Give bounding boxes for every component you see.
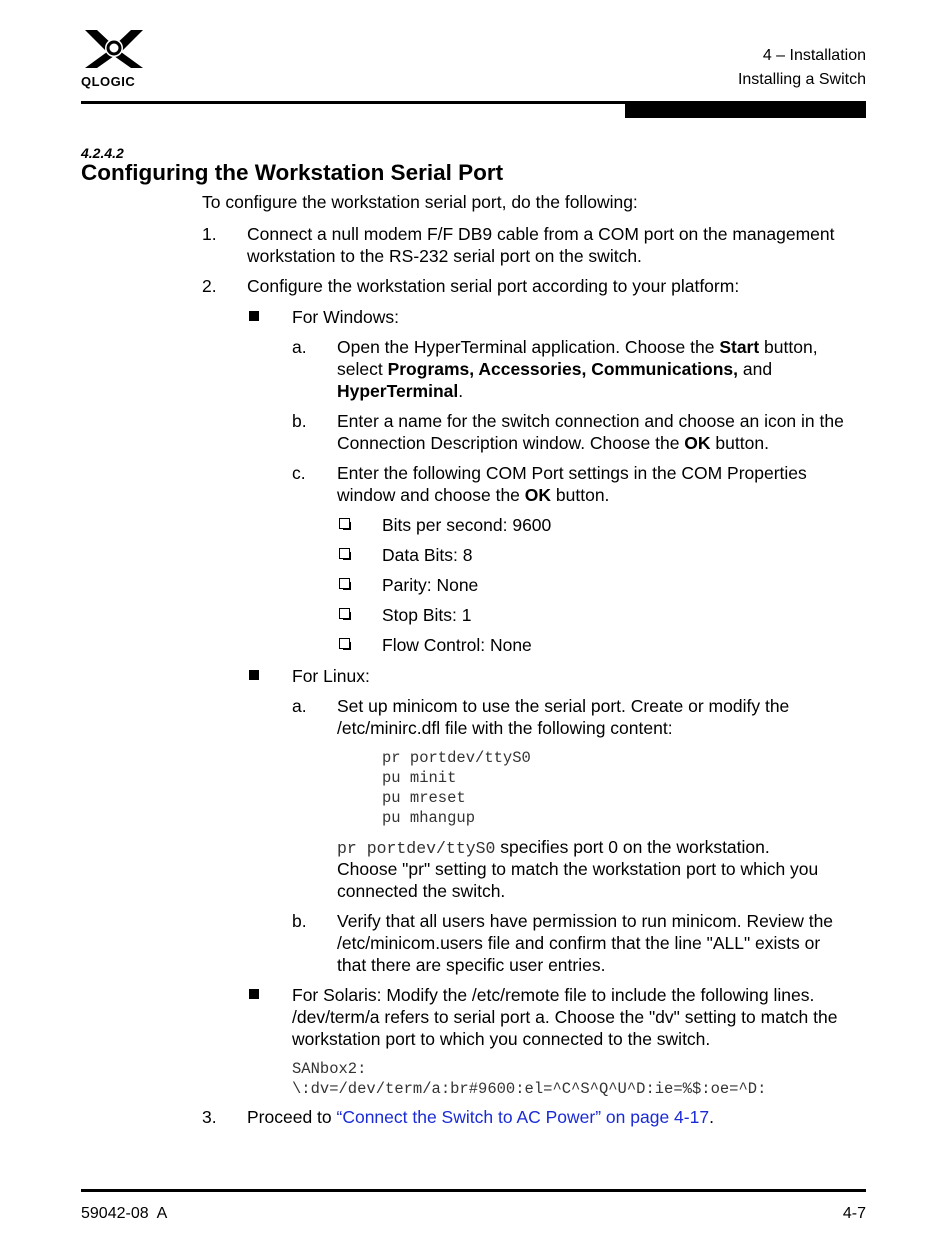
footer-doc-number: 59042-08 A xyxy=(81,1205,168,1222)
setting-parity: Parity: None xyxy=(382,575,479,595)
code-line: pu mreset xyxy=(382,789,466,807)
windows-c-line-1: Enter the following COM Port settings in the COM Properties xyxy=(337,463,807,483)
windows-b-line-2: Connection Description window. Choose the OK button. xyxy=(337,433,769,453)
windows-a-line-1: Open the HyperTerminal application. Choose the Start button, xyxy=(337,337,818,357)
windows-a-line-2: select Programs, Accessories, Communications, and xyxy=(337,359,773,379)
windows-c-letter: c. xyxy=(292,463,306,483)
windows-c-line-2: window and choose the OK button. xyxy=(337,485,610,505)
code-line: pr portdev/ttyS0 xyxy=(382,749,531,767)
solaris-code-line: \:dv=/dev/term/a:br#9600:el=^C^S^Q^U^D:ie=%$:oe=^D: xyxy=(292,1080,767,1098)
step-1-line-1: Connect a null modem F/F DB9 cable from a COM port on the management xyxy=(247,224,835,244)
checkbox-bullet-icon xyxy=(339,608,350,619)
windows-label: For Windows: xyxy=(292,307,399,327)
setting-flow-control: Flow Control: None xyxy=(382,635,532,655)
step-2-number: 2. xyxy=(202,276,217,296)
header-chapter: 4 – Installation xyxy=(762,47,866,64)
checkbox-bullet-icon xyxy=(339,548,350,559)
footer-rule xyxy=(81,1189,866,1192)
code-line: pu mhangup xyxy=(382,809,476,827)
intro-text: To configure the workstation serial port, do the following: xyxy=(202,192,638,212)
bullet-square-icon xyxy=(249,670,259,680)
setting-stop-bits: Stop Bits: 1 xyxy=(382,605,472,625)
checkbox-bullet-icon xyxy=(339,638,350,649)
setting-data-bits: Data Bits: 8 xyxy=(382,545,473,565)
step-1-number: 1. xyxy=(202,224,217,244)
header-tab xyxy=(625,101,866,118)
checkbox-bullet-icon xyxy=(339,578,350,589)
solaris-line-2: /dev/term/a refers to serial port a. Choose the "dv" setting to match the xyxy=(292,1007,838,1027)
page-title: Configuring the Workstation Serial Port xyxy=(81,160,504,185)
linux-note-line-1: pr portdev/ttyS0 specifies port 0 on the workstation. xyxy=(337,837,770,858)
linux-b-line-1: Verify that all users have permission to run minicom. Review the xyxy=(337,911,834,931)
solaris-line-1: For Solaris: Modify the /etc/remote file to include the following lines. xyxy=(292,985,815,1005)
step-1-line-2: workstation to the RS-232 serial port on the switch. xyxy=(247,246,642,266)
windows-b-line-1: Enter a name for the switch connection and choose an icon in the xyxy=(337,411,844,431)
linux-a-line-2: /etc/minirc.dfl file with the following content: xyxy=(337,718,673,738)
footer-page-number: 4-7 xyxy=(842,1205,866,1222)
checkbox-bullet-icon xyxy=(339,518,350,529)
logo-text: QLOGIC xyxy=(81,74,136,89)
step-3-text: Proceed to “Connect the Switch to AC Power” on page 4-17. xyxy=(247,1107,714,1127)
bullet-square-icon xyxy=(249,989,259,999)
solaris-line-3: workstation port to which you connected to the switch. xyxy=(292,1029,711,1049)
windows-a-letter: a. xyxy=(292,337,307,357)
code-line: pu minit xyxy=(382,769,457,787)
linux-b-line-2: /etc/minicom.users file and confirm that the line "ALL" exists or xyxy=(337,933,821,953)
qlogic-logo xyxy=(81,24,147,72)
qlogic-logo-icon xyxy=(81,24,147,70)
cross-reference-link[interactable]: “Connect the Switch to AC Power” on page 4-17 xyxy=(336,1107,710,1127)
linux-note-line-3: connected the switch. xyxy=(337,881,506,901)
setting-bits-per-second: Bits per second: 9600 xyxy=(382,515,552,535)
step-3-number: 3. xyxy=(202,1107,217,1127)
header-section: Installing a Switch xyxy=(737,71,866,88)
section-number: 4.2.4.2 xyxy=(81,145,124,161)
linux-a-letter: a. xyxy=(292,696,307,716)
windows-b-letter: b. xyxy=(292,411,307,431)
linux-label: For Linux: xyxy=(292,666,370,686)
step-2-line-1: Configure the workstation serial port according to your platform: xyxy=(247,276,740,296)
windows-a-line-3: HyperTerminal. xyxy=(337,381,464,401)
bullet-square-icon xyxy=(249,311,259,321)
linux-a-line-1: Set up minicom to use the serial port. Create or modify the xyxy=(337,696,790,716)
solaris-code-line: SANbox2: xyxy=(292,1060,367,1078)
linux-b-letter: b. xyxy=(292,911,307,931)
linux-note-line-2: Choose "pr" setting to match the workstation port to which you xyxy=(337,859,819,879)
linux-b-line-3: that there are specific user entries. xyxy=(337,955,606,975)
